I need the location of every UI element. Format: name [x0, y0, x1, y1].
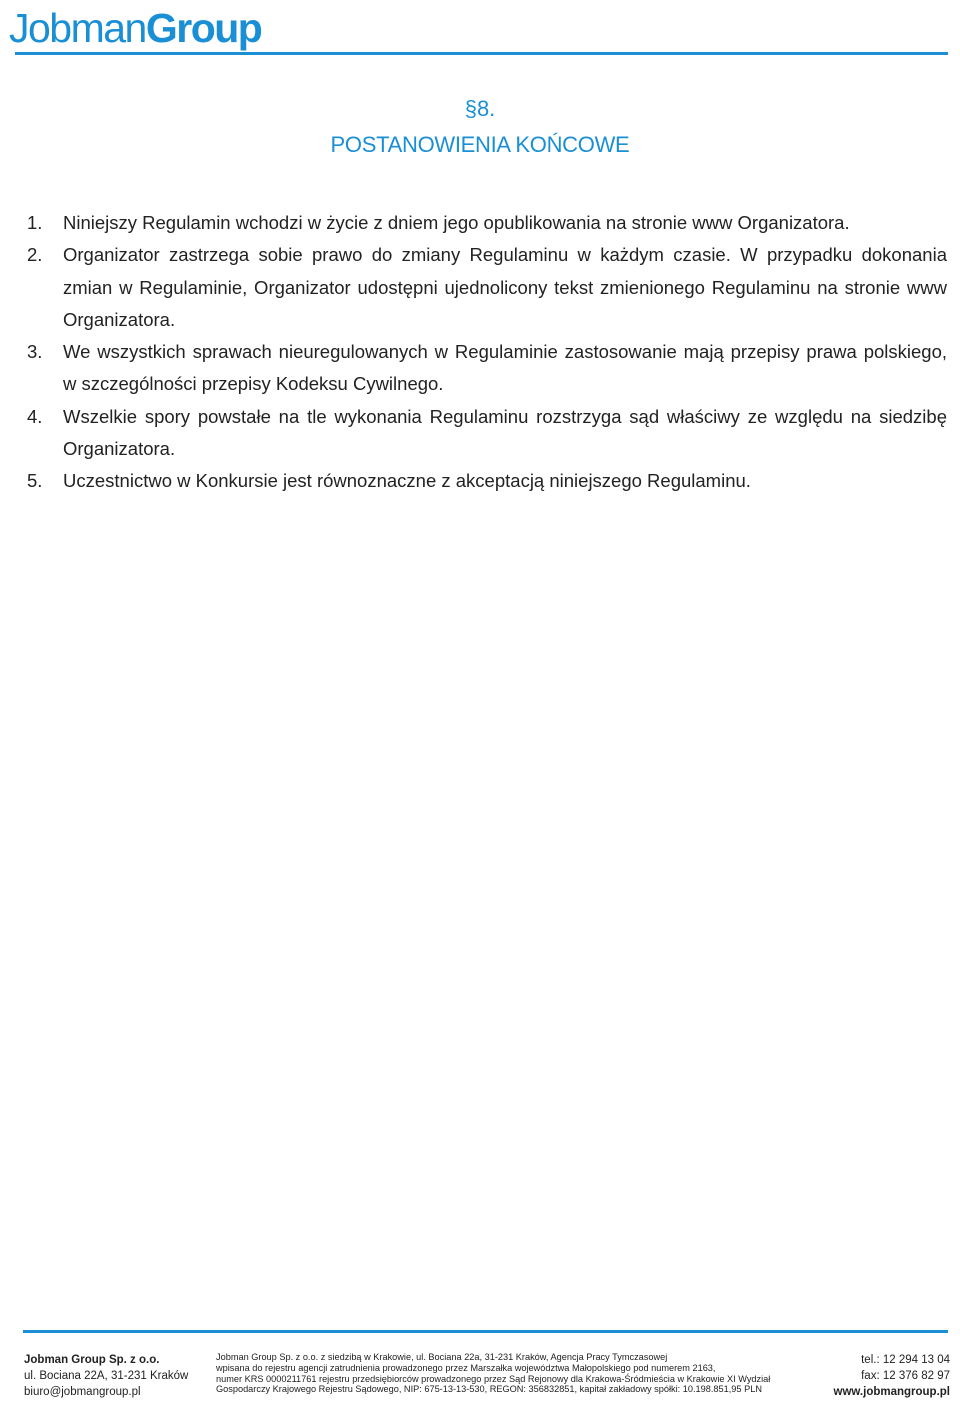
clause-list — [27, 207, 947, 498]
page-footer — [0, 1352, 960, 1402]
footer-divider — [23, 1330, 948, 1333]
footer-tel: tel.: 12 294 13 04 — [861, 1354, 950, 1366]
footer-website: www.jobmangroup.pl — [833, 1386, 950, 1398]
clause-item — [27, 336, 947, 401]
footer-legal-line: wpisana do rejestru agencji zatrudnienia prowadzonego przez Marszałka województwa Małopolskiego pod numerem 2163, — [216, 1362, 716, 1373]
clause-number: 2. — [27, 244, 43, 266]
clause-item — [27, 401, 947, 466]
clause-text: Niniejszy Regulamin wchodzi w życie z dniem jego opublikowania na stronie www Organizatora. — [63, 212, 850, 233]
clause-text: Wszelkie spory powstałe na tle wykonania Regulaminu rozstrzyga sąd właściwy ze względu na siedzibę Organizatora. — [63, 405, 947, 460]
clause-item — [27, 207, 947, 239]
footer-fax: fax: 12 376 82 97 — [861, 1370, 950, 1382]
section-title: POSTANOWIENIA KOŃCOWE — [330, 132, 630, 157]
clause-text: Organizator zastrzega sobie prawo do zmiany Regulaminu w każdym czasie. W przypadku dokonania zmian w Regulaminie, Organizator udostępni ujednolicony tekst zmienionego Regulaminu na stronie www Organizatora. — [63, 244, 947, 330]
section-number: §8. — [464, 96, 496, 121]
clause-item — [27, 465, 947, 497]
logo-text-group: Group — [145, 5, 262, 51]
clause-number: 5. — [27, 470, 43, 492]
footer-legal-line: numer KRS 0000211761 rejestru przedsiębiorców prowadzonego przez Sąd Rejonowy dla Krakowa-Śródmieścia w Krakowie XI Wydział — [216, 1373, 771, 1384]
logo-text-jobman: Jobman — [9, 5, 146, 51]
footer-contact-block — [24, 1352, 204, 1400]
footer-email: biuro@jobmangroup.pl — [24, 1386, 141, 1398]
company-logo — [9, 4, 261, 52]
clause-number: 4. — [27, 405, 43, 427]
clause-number: 3. — [27, 341, 43, 363]
clause-text: We wszystkich sprawach nieuregulowanych w Regulaminie zastosowanie mają przepisy prawa polskiego, w szczególności przepisy Kodeksu Cywilnego. — [63, 341, 947, 395]
clause-number: 1. — [27, 212, 43, 233]
footer-address: ul. Bociana 22A, 31-231 Kraków — [24, 1370, 189, 1382]
clause-item — [27, 239, 947, 336]
footer-phone-block — [820, 1352, 950, 1400]
footer-legal-block — [216, 1352, 816, 1395]
footer-legal-line: Jobman Group Sp. z o.o. z siedzibą w Krakowie, ul. Bociana 22a, 31-231 Kraków, Agencja Pracy Tymczasowej — [216, 1352, 668, 1362]
footer-company-name: Jobman Group Sp. z o.o. — [24, 1354, 160, 1366]
clause-text: Uczestnictwo w Konkursie jest równoznaczne z akceptacją niniejszego Regulaminu. — [63, 470, 751, 492]
footer-legal-line: Gospodarczy Krajowego Rejestru Sądowego, NIP: 675-13-13-530, REGON: 356832851, kapitał zakładowy spółki: 10.198.851,95 PLN — [216, 1384, 762, 1395]
header-divider — [15, 52, 948, 55]
